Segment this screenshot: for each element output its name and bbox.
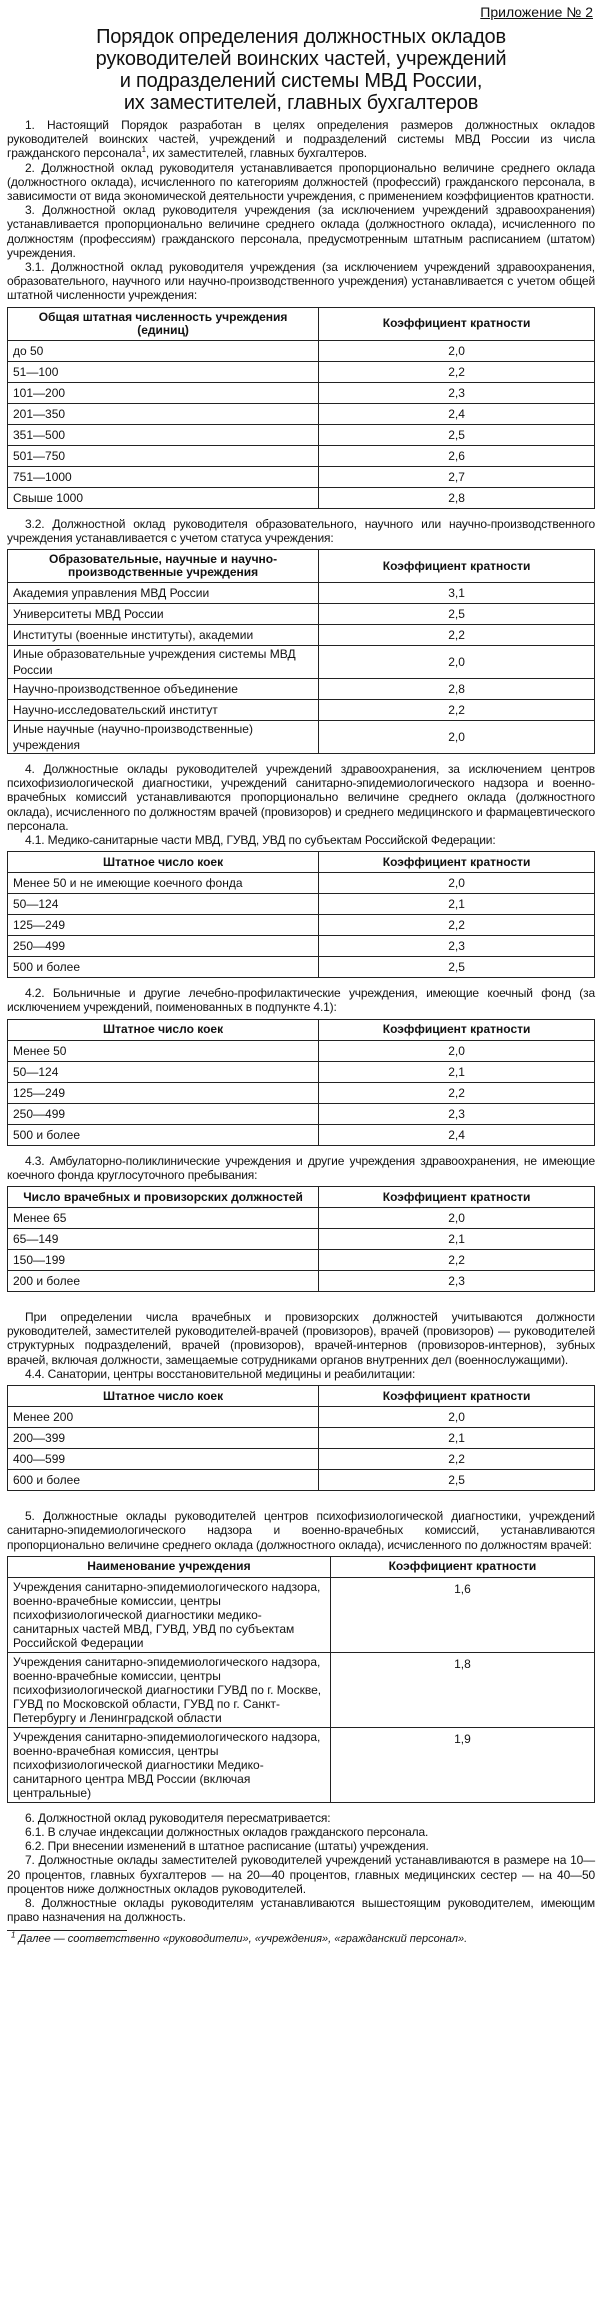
title-line: Порядок определения должностных окладов — [96, 26, 506, 48]
table-row — [8, 1082, 595, 1103]
table-row — [8, 679, 595, 700]
table-institution-status — [7, 549, 595, 754]
table-row — [8, 583, 595, 604]
table-row — [8, 646, 595, 679]
table-cell: Иные образовательные учреждения системы МВД России — [8, 646, 319, 679]
table-row — [8, 1040, 595, 1061]
table-cell: 201—350 — [8, 403, 319, 424]
footnote — [11, 1930, 595, 1946]
table-cell: 2,1 — [319, 1428, 595, 1449]
table-cell: 2,5 — [319, 957, 595, 978]
table-row — [8, 1103, 595, 1124]
column-header: Штатное число коек — [8, 1019, 319, 1040]
table-special-institutions — [7, 1556, 595, 1803]
table-row — [8, 1577, 595, 1652]
paragraph-4-3-note: При определении числа врачебных и провизорских должностей учитываются должности руководителей, заместителей руководителей-врачей (провизоров), врачей (провизоров) — руководителей структурных подразделений, врачей (провизоров), врачей-интернов (провизоров-интернов), зубных врачей, включая должности, замещаемые сотрудниками органов внутренних дел (военнослужащими). — [7, 1310, 595, 1367]
title-line: и подразделений системы МВД России, — [119, 70, 483, 92]
paragraph-6: 6. Должностной оклад руководителя пересматривается: — [25, 1810, 331, 1825]
paragraph-6-2: 6.2. При внесении изменений в штатное расписание (штаты) учреждения. — [25, 1839, 429, 1854]
table-row — [8, 445, 595, 466]
column-header: Число врачебных и провизорских должностей — [8, 1187, 319, 1208]
table-cell: 2,5 — [319, 1470, 595, 1491]
table-cell: 65—149 — [8, 1229, 319, 1250]
table-hospitals — [7, 1019, 595, 1146]
table-cell: 501—750 — [8, 445, 319, 466]
table-cell: 2,6 — [319, 445, 595, 466]
table-cell: 751—1000 — [8, 466, 319, 487]
footnote-divider — [7, 1930, 127, 1931]
table-cell: Менее 200 — [8, 1407, 319, 1428]
column-header: Коэффициент кратности — [330, 1556, 594, 1577]
paragraph-4-1: 4.1. Медико-санитарные части МВД, ГУВД, УВД по субъектам Российской Федерации: — [25, 833, 496, 848]
column-header: Коэффициент кратности — [319, 550, 595, 583]
table-cell: 2,7 — [319, 466, 595, 487]
table-cell: 2,0 — [319, 873, 595, 894]
table-cell: 351—500 — [8, 424, 319, 445]
table-cell: Менее 50 — [8, 1040, 319, 1061]
table-cell: 2,2 — [319, 1082, 595, 1103]
table-cell: 2,8 — [319, 679, 595, 700]
document-title — [7, 26, 595, 114]
table-cell: Менее 50 и не имеющие коечного фонда — [8, 873, 319, 894]
footnote-ref: 1 — [141, 145, 146, 155]
table-row — [8, 382, 595, 403]
paragraph-5: 5. Должностные оклады руководителей центров психофизиологической диагностики, учреждений санитарно-эпидемиологического надзора и военно-врачебных комиссий, устанавливаются пропорционально величине среднего оклада (должностного оклада), исчисленного по должностям врачей: — [7, 1509, 595, 1552]
table-row — [8, 625, 595, 646]
table-cell: 1,8 — [330, 1652, 594, 1727]
column-header: Коэффициент кратности — [319, 1019, 595, 1040]
table-cell: 2,0 — [319, 721, 595, 754]
table-cell: Учреждения санитарно-эпидемиологического надзора, военно-врачебная комиссия, центры психофизиологической диагностики Медико-санитарного центра МВД России (включая центральные) — [8, 1727, 331, 1802]
table-row — [8, 700, 595, 721]
table-cell: 3,1 — [319, 583, 595, 604]
paragraph-2: 2. Должностной оклад руководителя устанавливается пропорционально величине среднего оклада (должностного оклада), исчисленного по категориям должностей (профессий) гражданского персонала, в зависимости от вида экономической деятельности учреждения, с применением коэффициентов кратности. — [7, 160, 595, 204]
table-cell: 2,2 — [319, 361, 595, 382]
table-row — [8, 604, 595, 625]
table-cell: 2,0 — [319, 340, 595, 361]
table-cell: 200—399 — [8, 1428, 319, 1449]
table-row — [8, 466, 595, 487]
table-cell: 500 и более — [8, 957, 319, 978]
paragraph-text: , их заместителей, главных бухгалтеров. — [145, 146, 367, 161]
table-cell: 600 и более — [8, 1470, 319, 1491]
table-cell: 2,0 — [319, 1040, 595, 1061]
table-cell: 2,3 — [319, 1271, 595, 1292]
table-cell: 125—249 — [8, 915, 319, 936]
title-line: руководителей воинских частей, учреждений — [95, 48, 507, 70]
table-cell: до 50 — [8, 340, 319, 361]
table-cell: 2,5 — [319, 424, 595, 445]
table-cell: 50—124 — [8, 1061, 319, 1082]
table-cell: 2,2 — [319, 700, 595, 721]
table-row — [8, 424, 595, 445]
column-header: Наименование учреждения — [8, 1556, 331, 1577]
table-cell: 2,1 — [319, 1229, 595, 1250]
column-header: Штатное число коек — [8, 852, 319, 873]
paragraph-text: 1. Настоящий Порядок разработан в целях определения размеров должностных окладов руководителей воинских частей, учреждений и подразделений системы МВД России из числа гражданского персонала — [7, 118, 595, 161]
table-row — [8, 915, 595, 936]
table-cell: 2,8 — [319, 487, 595, 508]
title-line: их заместителей, главных бухгалтеров — [123, 92, 479, 114]
paragraph-4-2: 4.2. Больничные и другие лечебно-профилактические учреждения, имеющие коечный фонд (за исключением учреждений, поименованных в подпункте 4.1): — [7, 986, 595, 1015]
table-row — [8, 957, 595, 978]
table-cell: 250—499 — [8, 1103, 319, 1124]
column-header: Коэффициент кратности — [319, 1386, 595, 1407]
table-cell: 200 и более — [8, 1271, 319, 1292]
table-cell: 2,0 — [319, 1407, 595, 1428]
table-row — [8, 1208, 595, 1229]
paragraph-4-4: 4.4. Санатории, центры восстановительной медицины и реабилитации: — [25, 1366, 416, 1381]
table-cell: 250—499 — [8, 936, 319, 957]
table-row — [8, 1727, 595, 1802]
table-row — [8, 340, 595, 361]
table-cell: 2,1 — [319, 1061, 595, 1082]
table-row — [8, 1449, 595, 1470]
table-cell: Научно-исследовательский институт — [8, 700, 319, 721]
table-cell: 2,2 — [319, 915, 595, 936]
table-row — [8, 1470, 595, 1491]
column-header: Штатное число коек — [8, 1386, 319, 1407]
table-row — [8, 873, 595, 894]
table-cell: 101—200 — [8, 382, 319, 403]
table-cell: 125—249 — [8, 1082, 319, 1103]
footnote-text: Далее — соответственно «руководители», «учреждения», «гражданский персонал». — [18, 1933, 468, 1946]
table-row — [8, 1061, 595, 1082]
paragraph-6-1: 6.1. В случае индексации должностных окладов гражданского персонала. — [25, 1824, 429, 1839]
table-row — [8, 487, 595, 508]
table-cell: 2,3 — [319, 936, 595, 957]
table-cell: 2,0 — [319, 646, 595, 679]
paragraph-1 — [7, 118, 595, 161]
table-staff-size — [7, 307, 595, 509]
table-cell: 2,2 — [319, 1250, 595, 1271]
table-cell: 150—199 — [8, 1250, 319, 1271]
table-sanatoriums — [7, 1385, 595, 1491]
paragraph-3-1: 3.1. Должностной оклад руководителя учреждения (за исключением учреждений здравоохранения, образовательного, научного или научно-производственного учреждения) устанавливается с учетом общей штатной численности учреждения: — [7, 260, 595, 303]
column-header: Образовательные, научные и научно-производственные учреждения — [8, 550, 319, 583]
table-row — [8, 1124, 595, 1145]
table-row — [8, 1428, 595, 1449]
column-header: Коэффициент кратности — [319, 307, 595, 340]
table-cell: 500 и более — [8, 1124, 319, 1145]
table-cell: 1,6 — [330, 1577, 594, 1652]
column-header: Коэффициент кратности — [319, 852, 595, 873]
paragraph-4: 4. Должностные оклады руководителей учреждений здравоохранения, за исключением центров психофизиологической диагностики, учреждений санитарно-эпидемиологического надзора и военно-врачебных комиссий устанавливаются пропорционально величине среднего оклада (должностного оклада), исчисленного по должностям врачей (провизоров) и среднего медицинского и фармацевтического персонала. — [7, 762, 595, 833]
table-outpatient — [7, 1186, 595, 1292]
table-row — [8, 1271, 595, 1292]
table-cell: 2,2 — [319, 1449, 595, 1470]
table-cell: 2,3 — [319, 1103, 595, 1124]
table-cell: Учреждения санитарно-эпидемиологического надзора, военно-врачебные комиссии, центры психофизиологической диагностики ГУВД по г. Москве, ГУВД по Московской области, ГУВД по г. Санкт-Петербургу и Ленинградской области — [8, 1652, 331, 1727]
table-row — [8, 1229, 595, 1250]
paragraph-7: 7. Должностные оклады заместителей руководителей учреждений устанавливаются в размере на 10—20 процентов, главных бухгалтеров — на 20—40 процентов, главных медицинских сестер — на 40—50 процентов ниже должностных окладов руководителей. — [7, 1853, 595, 1896]
table-cell: 2,2 — [319, 625, 595, 646]
column-header: Коэффициент кратности — [319, 1187, 595, 1208]
table-cell: Иные научные (научно-производственные) учреждения — [8, 721, 319, 754]
paragraph-4-3: 4.3. Амбулаторно-поликлинические учреждения и другие учреждения здравоохранения, не имеющие коечного фонда круглосуточного пребывания: — [7, 1153, 595, 1182]
table-row — [8, 936, 595, 957]
table-row — [8, 361, 595, 382]
table-cell: 2,5 — [319, 604, 595, 625]
table-cell: 2,0 — [319, 1208, 595, 1229]
table-medical-units — [7, 851, 595, 978]
table-row — [8, 1407, 595, 1428]
table-cell: Университеты МВД России — [8, 604, 319, 625]
table-cell: Институты (военные институты), академии — [8, 625, 319, 646]
paragraph-8: 8. Должностные оклады руководителям устанавливаются вышестоящим руководителем, имеющим право назначения на должность. — [7, 1895, 595, 1925]
table-row — [8, 1652, 595, 1727]
table-cell: 400—599 — [8, 1449, 319, 1470]
footnote-mark: 1 — [11, 1930, 16, 1940]
column-header: Общая штатная численность учреждения (единиц) — [8, 307, 319, 340]
table-row — [8, 894, 595, 915]
table-cell: 2,4 — [319, 1124, 595, 1145]
appendix-label: Приложение № 2 — [480, 4, 593, 20]
table-cell: 50—124 — [8, 894, 319, 915]
table-row — [8, 1250, 595, 1271]
table-cell: Свыше 1000 — [8, 487, 319, 508]
table-cell: 1,9 — [330, 1727, 594, 1802]
table-row — [8, 721, 595, 754]
table-cell: Научно-производственное объединение — [8, 679, 319, 700]
table-cell: 2,1 — [319, 894, 595, 915]
table-row — [8, 403, 595, 424]
paragraph-3: 3. Должностной оклад руководителя учреждения (за исключением учреждений здравоохранения) устанавливается пропорционально величине среднего оклада (должностного оклада), исчисленного по должностям (профессиям) гражданского персонала, предусмотренным штатным расписанием (штатом) учреждения. — [7, 203, 595, 260]
table-cell: Учреждения санитарно-эпидемиологического надзора, военно-врачебные комиссии, центры психофизиологической диагностики медико-санитарных частей МВД, ГУВД, УВД по субъектам Российской Федерации — [8, 1577, 331, 1652]
paragraph-3-2: 3.2. Должностной оклад руководителя образовательного, научного или научно-производственного учреждения устанавливается с учетом статуса учреждения: — [7, 516, 595, 545]
table-cell: Академия управления МВД России — [8, 583, 319, 604]
table-cell: 2,4 — [319, 403, 595, 424]
table-cell: Менее 65 — [8, 1208, 319, 1229]
table-cell: 51—100 — [8, 361, 319, 382]
table-cell: 2,3 — [319, 382, 595, 403]
